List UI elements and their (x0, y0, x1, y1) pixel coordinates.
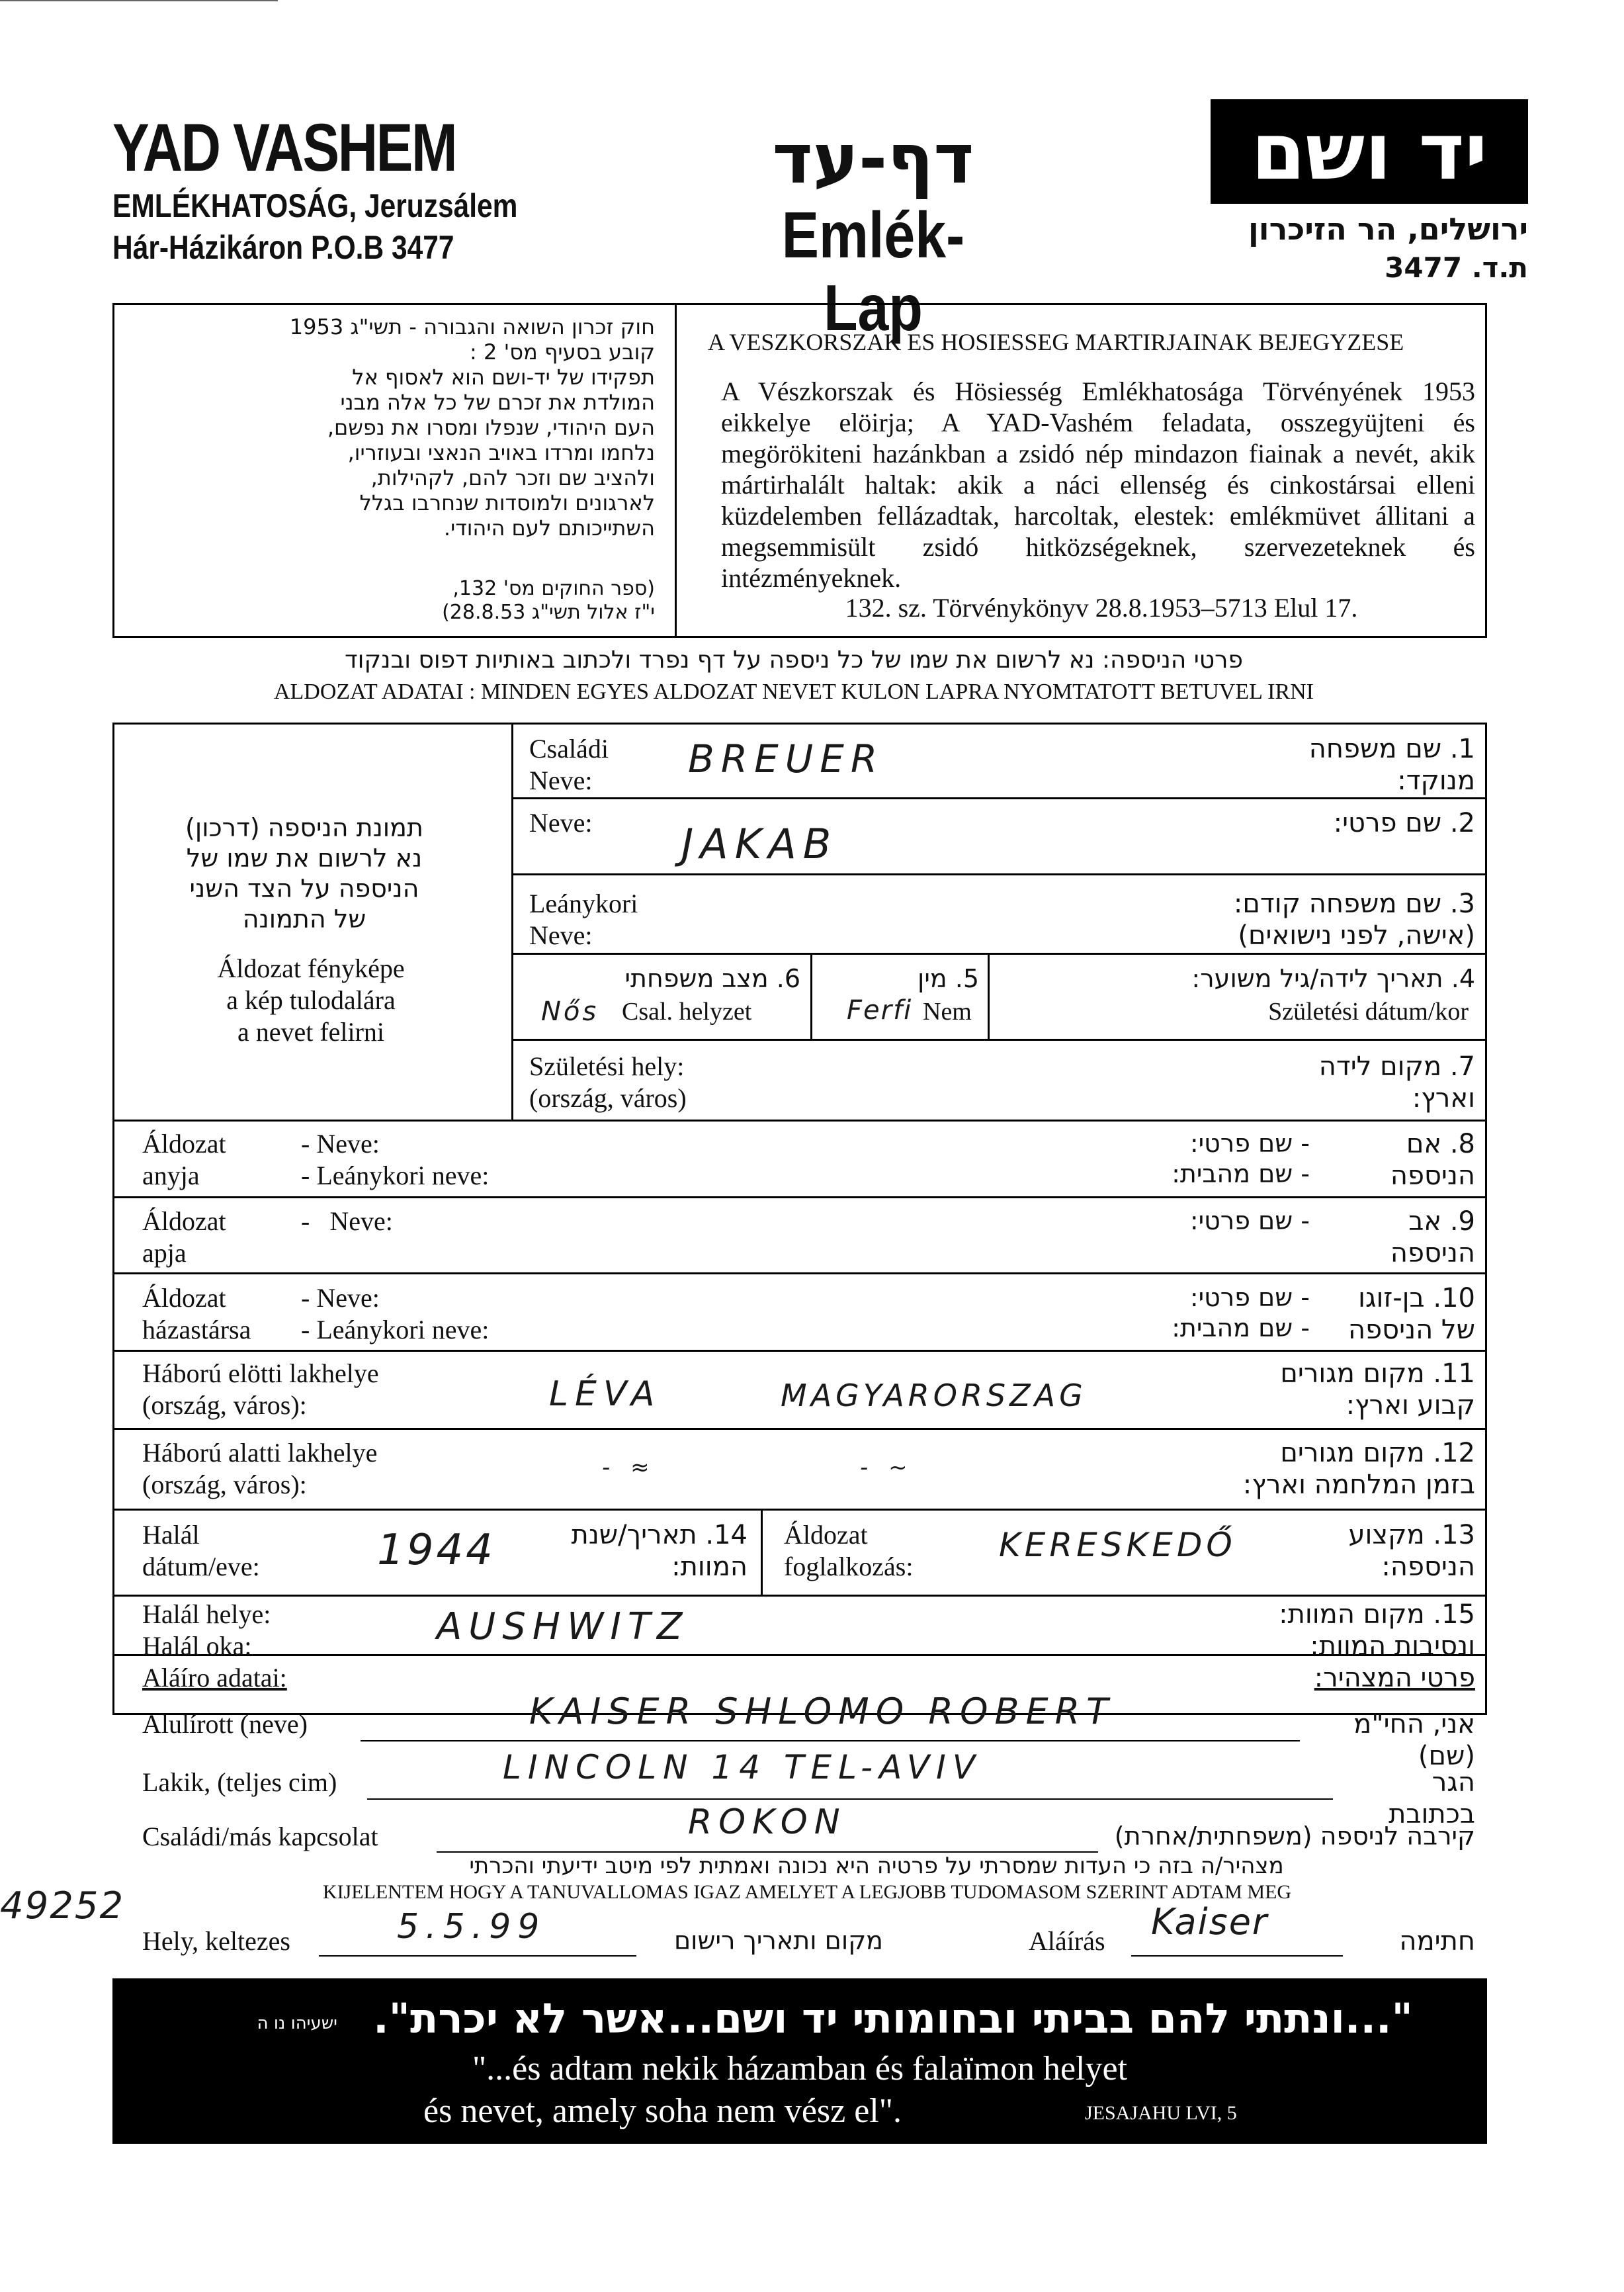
field4-label-hu: Születési dátum/kor (1268, 998, 1469, 1026)
row-line-7 (112, 1272, 1487, 1274)
field9-label-hu-a: Áldozat apja (142, 1206, 226, 1268)
signer-relation-value[interactable]: ROKON (688, 1802, 847, 1842)
photo-box-hungarian: Áldozat fényképe a kép tulodalára a nevet felirni (217, 953, 405, 1047)
signer-address-he: הגר בכתובת (1389, 1767, 1475, 1829)
field6-label-he: 6. מצב משפחתי (624, 964, 800, 993)
yad-vashem-logo (1211, 99, 1528, 204)
field12-value-a[interactable]: - ≈ (602, 1454, 656, 1481)
signer-name-value[interactable]: KAISER SHLOMO ROBERT (529, 1691, 1115, 1732)
field8-label-hu-a: Áldozat anyja (142, 1129, 226, 1190)
field15-label-hu: Halál helye: Halál oka: (142, 1599, 271, 1661)
photo-divider (511, 723, 513, 1120)
pob-hebrew: ת.ד. 3477 (1385, 251, 1528, 284)
field13-label-hu: Áldozat foglalkozás: (784, 1520, 914, 1581)
field5-value[interactable]: Ferfi (847, 995, 913, 1026)
authority-line: EMLÉKHATOSÁG, Jeruzsálem (112, 187, 518, 224)
place-date-he: מקום ותאריך רישום (673, 1926, 883, 1955)
row-line-3 (511, 953, 1487, 955)
row-line-10 (112, 1509, 1487, 1511)
field2-value[interactable]: JAKAB (681, 820, 838, 868)
field8-label-he-a: - שם פרטי: - שם מהבית: (1172, 1129, 1310, 1188)
hebrew-law-text: חוק זכרון השואה והגבורה - תשי"ג 1953 קובע בסעיף מס' 2 : תפקידו של יד-ושם הוא לאסוף אל המולדת את זכרם של כל אלה מבני העם היהודי, שנפלו ומסרו את נפשם, נלחמו ומרדו באויב הנאצי ובעוזריו, ולהציב שם וזכר להם, לקהילות, לארגונים ולמוסדות שנחרבו בגלל השתייכותם לעם היהודי. (289, 314, 655, 541)
hungarian-intro-ref: 132. sz. Törvénykönyv 28.8.1953–5713 Elul 17. (845, 593, 1358, 623)
title-hebrew: דף-עד (772, 118, 974, 199)
margin-note: 49252 (0, 1884, 125, 1927)
field2-label-hu: Neve: (529, 808, 593, 838)
field11-value-country[interactable]: MAGYARORSZAG (781, 1378, 1087, 1413)
field3-label-hu: Leánykori Neve: (529, 889, 638, 950)
field9-label-he-b: 9. אב הניספה (1390, 1206, 1475, 1268)
row-line-4 (511, 1039, 1487, 1041)
row-line-5 (112, 1120, 1487, 1122)
field14-value[interactable]: 1944 (377, 1526, 495, 1575)
row-line-6 (112, 1196, 1487, 1198)
hebrew-law-ref: (ספר החוקים מס' 132, י"ז אלול תשי"ג 28.8.53) (442, 577, 655, 624)
field7-label-hu: Születési hely: (ország, város) (529, 1051, 687, 1113)
field6-label-hu: Csal. helyzet (622, 998, 752, 1026)
row-line-11 (112, 1595, 1487, 1597)
row4-divider-a (810, 953, 812, 1039)
declaration-hungarian: KIJELENTEM HOGY A TANUVALLOMAS IGAZ AMELYET A LEGJOBB TUDOMASOM SZERINT ADTAM MEG (322, 1881, 1292, 1903)
field7-label-he: 7. מקום לידה וארץ: (1318, 1051, 1475, 1114)
title-hungarian: Emlék-Lap (781, 198, 965, 344)
signer-name-he: אני, החי"מ (שם) (1353, 1709, 1475, 1771)
field12-label-he: 12. מקום מגורים בזמן המלחמה וארץ: (1242, 1438, 1475, 1500)
place-date-label: Hely, keltezes (142, 1926, 290, 1956)
field10-label-he-a: - שם פרטי: - שם מהבית: (1172, 1283, 1310, 1343)
signer-address-line (367, 1798, 1333, 1800)
signer-address-value[interactable]: LINCOLN 14 TEL-AVIV (503, 1748, 982, 1786)
footer-hungarian-quote-2: és nevet, amely soha nem vész el". (423, 2092, 902, 2130)
field11-label-he: 11. מקום מגורים קבוע וארץ: (1280, 1358, 1475, 1421)
address-line: Hár-Házikáron P.O.B 3477 (112, 229, 454, 266)
signature-line (1131, 1955, 1343, 1957)
place-date-line (319, 1955, 636, 1957)
signer-address-label: Lakik, (teljes cim) (142, 1767, 337, 1797)
org-name: YAD VASHEM (112, 110, 456, 185)
field2-label-he: 2. שם פרטי: (1333, 808, 1475, 838)
field12-value-b[interactable]: - ~ (860, 1454, 914, 1481)
row4-divider-b (988, 953, 990, 1039)
footer-hebrew-ref: ישעיהו נו ה (257, 2013, 337, 2033)
signer-name-line (361, 1740, 1300, 1741)
field13-label-he: 13. מקצוע הניספה: (1348, 1520, 1475, 1582)
address-hebrew: ירושלים, הר הזיכרון (1248, 211, 1528, 247)
field9-label-hu-b: - Neve: (301, 1206, 393, 1236)
top-margin-line (0, 0, 278, 1)
field15-value[interactable]: AUSHWITZ (437, 1605, 689, 1648)
field3-label-he: 3. שם משפחה קודם: (אישה, לפני נישואים) (1233, 889, 1475, 951)
footer-hungarian-ref: JESAJAHU LVI, 5 (1085, 2102, 1237, 2124)
row-line-8 (112, 1350, 1487, 1352)
signer-relation-he: קירבה לניספה (משפחתית/אחרת) (1114, 1822, 1475, 1851)
victim-details-title-hungarian: ALDOZAT ADATAI : MINDEN EGYES ALDOZAT NEVET KULON LAPRA NYOMTATOTT BETUVEL IRNI (273, 680, 1314, 704)
field10-label-he-b: 10. בן-זוגו של הניספה (1348, 1283, 1475, 1345)
field8-label-he-b: 8. אם הניספה (1390, 1129, 1475, 1191)
field1-label-hu: Családi Neve: (529, 734, 609, 795)
hungarian-intro-title: A VESZKORSZAK ES HOSIESSEG MARTIRJAINAK BEJEGYZESE (708, 329, 1404, 355)
place-date-value[interactable]: 5.5.99 (397, 1907, 546, 1947)
signature-he: חתימה (1399, 1926, 1475, 1957)
field11-label-hu: Háború elötti lakhelye (ország, város): (142, 1358, 379, 1420)
field13-value[interactable]: KERESKEDŐ (999, 1526, 1236, 1564)
field15-label-he: 15. מקום המוות: ונסיבות המוות: (1279, 1599, 1475, 1661)
field11-value-city[interactable]: LÉVA (549, 1374, 662, 1414)
field10-label-hu-a: Áldozat házastársa (142, 1283, 251, 1344)
intro-divider (675, 303, 677, 638)
signer-relation-label: Családi/más kapcsolat (142, 1822, 378, 1851)
field1-value[interactable]: BREUER (688, 736, 884, 781)
field1-label-he: 1. שם משפחה מנוקד: (1308, 734, 1475, 796)
field5-label-he: 5. מין (917, 964, 979, 993)
field8-label-hu-b: - Neve: - Leánykori neve: (301, 1129, 490, 1190)
footer-hebrew-quote: "...ונתתי להם בביתי ובחומותי יד ושם...אשר לא יכרת". (373, 1994, 1413, 2043)
logo-hebrew-text: יד ושם (1251, 106, 1488, 197)
victim-details-title-hebrew: פרטי הניספה: נא לרשום את שמו של כל ניספה על דף נפרד ולכתוב באותיות דפוס ובנקוד (345, 646, 1243, 674)
signature-label: Aláírás (1029, 1926, 1105, 1956)
row-line-2 (511, 873, 1487, 875)
signer-title-he: פרטי המצהיר: (1314, 1663, 1475, 1693)
field14-label-hu: Halál dátum/eve: (142, 1520, 260, 1581)
row-line-9 (112, 1428, 1487, 1430)
signer-name-label: Alulírott (neve) (142, 1709, 308, 1739)
field12-label-hu: Háború alatti lakhelye (ország, város): (142, 1438, 378, 1499)
field6-value[interactable]: Nős (541, 996, 599, 1027)
photo-box-hebrew: תמונת הניספה (דרכון) נא לרשום את שמו של הניספה על הצד השני של התמונה (185, 813, 423, 934)
field9-label-he-a: - שם פרטי: (1189, 1206, 1310, 1235)
declaration-hebrew: מצהיר/ה בזה כי העדות שמסרתי על פרטיה היא נכונה ואמתית לפי מיטב ידיעתי והכרתי (469, 1853, 1284, 1879)
field4-label-he: 4. תאריך לידה/גיל משוער: (1191, 964, 1475, 993)
field14-label-he: 14. תאריך/שנת המוות: (571, 1520, 748, 1582)
signature-value[interactable]: Kaiser (1151, 1901, 1269, 1943)
row13-divider (761, 1509, 763, 1595)
signer-title-hu: Aláíro adatai: (142, 1663, 287, 1693)
row-line-1 (511, 797, 1487, 799)
hungarian-intro-body: A Vészkorszak és Hösiesség Emlékhatosága Törvényének 1953 eikkelye elöirja; A YAD-Vashém feladata, osszegyüjteni és megörökiteni hazánkban a zsidó nép mindazon fiainak a nevét, akik mártirhalált haltak: akik a náci ellenség és cinkostársai elleni küzdelemben fellázadtak, harcoltak, elestek: emlékmüvet állitani a megsemmisült zsidó hitközségeknek, szervezeteknek és intézményeknek. (721, 376, 1475, 593)
footer-hungarian-quote-1: "...és adtam nekik házamban és falaïmon helyet (472, 2050, 1128, 2088)
footer-banner (112, 1978, 1487, 2144)
field5-label-hu: Nem (923, 998, 972, 1026)
field10-label-hu-b: - Neve: - Leánykori neve: (301, 1283, 490, 1344)
